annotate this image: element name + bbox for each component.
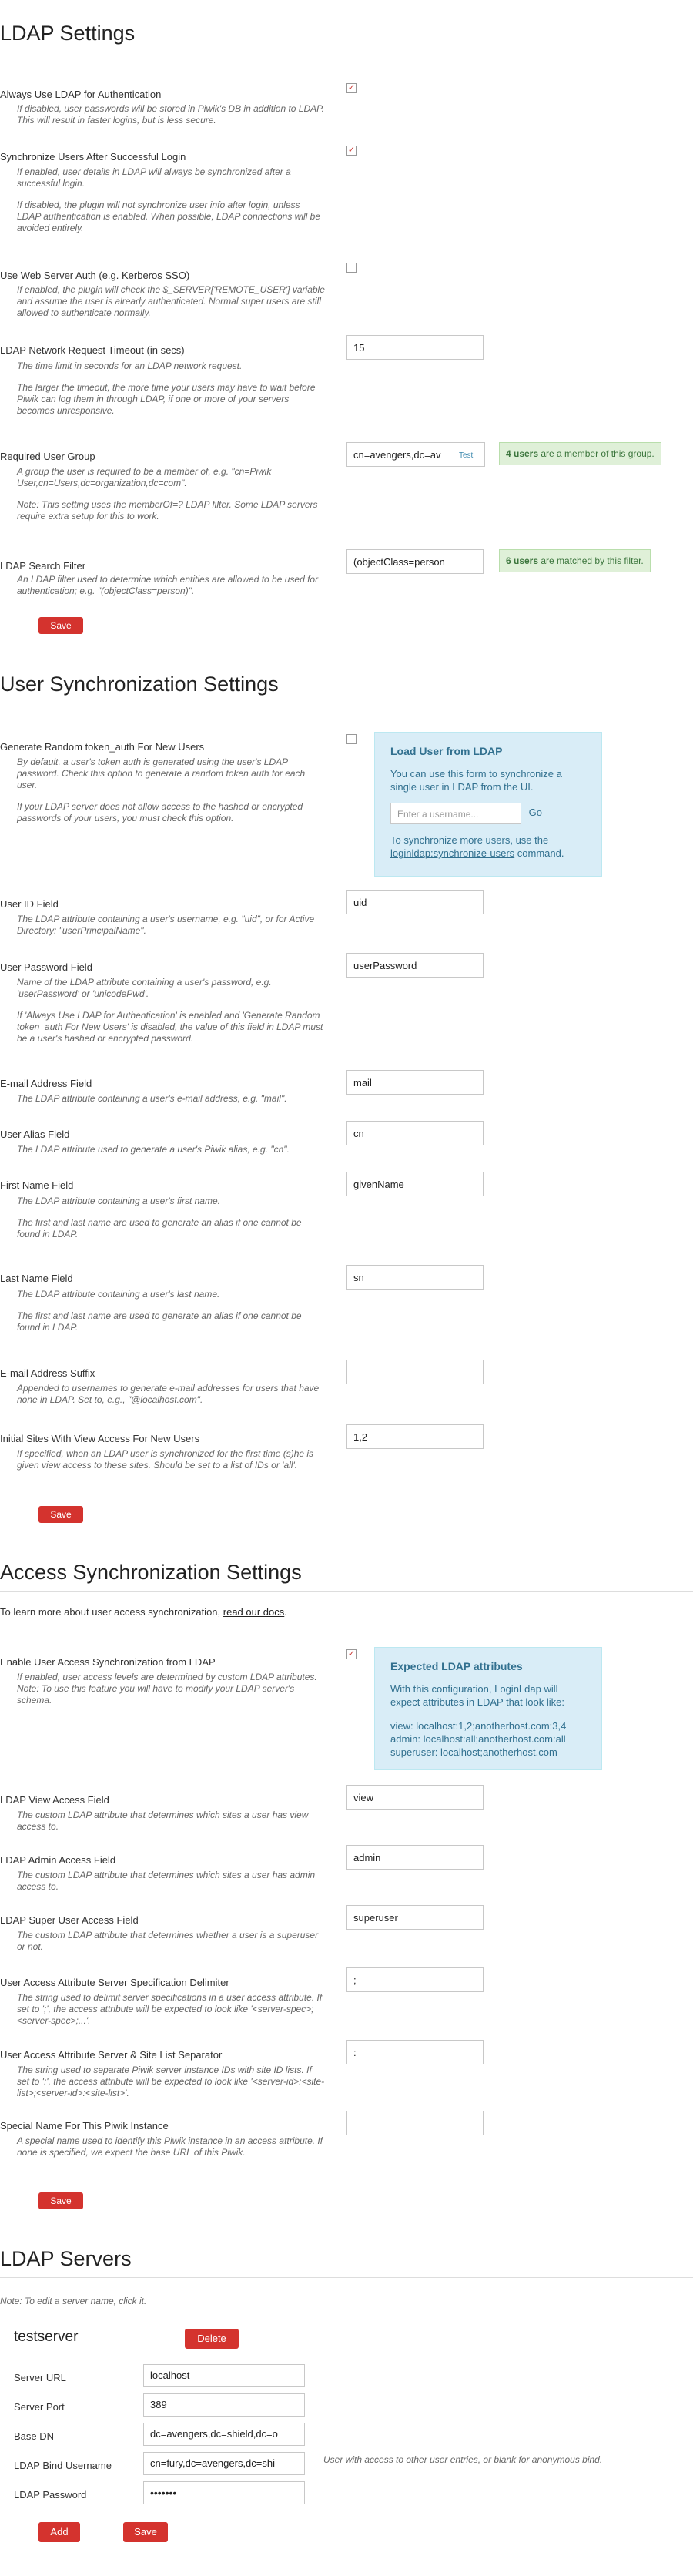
timeout-label: LDAP Network Request Timeout (in secs) [0, 344, 185, 356]
user-sync-save-button[interactable]: Save [38, 1506, 83, 1523]
last-name-label: Last Name Field [0, 1273, 73, 1284]
required-group-result: 4 users are a member of this group. [499, 442, 661, 465]
server-delimiter-help: The string used to delimit server specifications in a user access attribute. If set to ';', the access attribute will be expected to look like '<server-spec>;<server-spec>;...'. [17, 1992, 323, 2026]
ldap-settings-title: LDAP Settings [0, 22, 693, 52]
load-user-title: Load User from LDAP [390, 745, 503, 757]
timeout-help: The time limit in seconds for an LDAP network request. The larger the timeout, the more time your users may have to wait before Piwik can log them in through LDAP, if one or more of your servers becomes unresponsive. [17, 361, 316, 416]
sync-users-checkbox[interactable]: ✓ [347, 146, 356, 155]
load-user-username-input[interactable]: Enter a username... [390, 803, 521, 824]
email-suffix-help: Appended to usernames to generate e-mail addresses for users that have none in LDAP. Set to, e.g., "@localhost.com". [17, 1383, 320, 1405]
expected-superuser-attribute: superuser: localhost;anotherhost.com [390, 1746, 557, 1758]
expected-attributes-text: With this configuration, LoginLdap will expect attributes in LDAP that look like: [390, 1683, 564, 1708]
admin-access-label: LDAP Admin Access Field [0, 1854, 116, 1866]
last-name-help: The LDAP attribute containing a user's last name. The first and last name are used to generate an alias if one cannot be found in LDAP. [17, 1289, 302, 1333]
base-dn-label: Base DN [14, 2430, 55, 2442]
always-use-ldap-help: If disabled, user passwords will be stored in Piwik's DB in addition to LDAP. This will result in faster logins, but is less secure. [17, 103, 324, 126]
expected-attributes-title: Expected LDAP attributes [390, 1660, 523, 1672]
bind-username-input[interactable]: cn=fury,dc=avengers,dc=shi [143, 2452, 305, 2475]
required-group-help: A group the user is required to be a member of, e.g. "cn=Piwik User,cn=Users,dc=organization,dc=com". Note: This setting uses the memberOf=? LDAP filter. Some LDAP servers require extra setup for this to work. [17, 466, 318, 522]
user-id-label: User ID Field [0, 898, 59, 910]
random-token-label: Generate Random token_auth For New Users [0, 741, 205, 753]
enable-access-sync-label: Enable User Access Synchronization from LDAP [0, 1656, 216, 1668]
ldap-servers-save-button[interactable]: Save [123, 2522, 168, 2542]
server-port-label: Server Port [14, 2401, 65, 2413]
server-port-input[interactable]: 389 [143, 2393, 305, 2417]
server-name[interactable]: testserver [14, 2329, 79, 2345]
user-id-input[interactable] [346, 890, 484, 914]
initial-sites-input[interactable] [346, 1424, 484, 1449]
load-user-text: You can use this form to synchronize a single user in LDAP from the UI. [390, 768, 562, 793]
initial-sites-label: Initial Sites With View Access For New Users [0, 1433, 200, 1444]
admin-access-help: The custom LDAP attribute that determines which sites a user has admin access to. [17, 1870, 316, 1892]
view-access-input[interactable] [346, 1785, 484, 1810]
user-password-help: Name of the LDAP attribute containing a user's password, e.g. 'userPassword' or 'unicodePwd'. If 'Always Use LDAP for Authentication' is enabled and 'Generate Random token_auth For New Users' is disabled, the value of this field in LDAP must be a user's hashed or encrypted password. [17, 977, 323, 1044]
web-server-auth-label: Use Web Server Auth (e.g. Kerberos SSO) [0, 270, 190, 281]
ldap-settings-save-button[interactable]: Save [38, 617, 83, 634]
email-field-help: The LDAP attribute containing a user's e-mail address, e.g. "mail". [17, 1093, 287, 1104]
timeout-input[interactable] [346, 335, 484, 360]
special-name-input[interactable] [346, 2111, 484, 2135]
random-token-help: By default, a user's token auth is generated using the user's LDAP password. Check this option to generate a random token auth for each user. If your LDAP server does not allow access to the hashed or encrypted passwords of your users, you must check this option. [17, 756, 306, 823]
search-filter-input[interactable] [346, 549, 484, 574]
bind-username-label: LDAP Bind Username [14, 2460, 112, 2471]
last-name-input[interactable] [346, 1265, 484, 1290]
base-dn-input[interactable]: dc=avengers,dc=shield,dc=o [143, 2423, 305, 2446]
server-delimiter-label: User Access Attribute Server Specification Delimiter [0, 1977, 229, 1988]
enable-access-sync-checkbox[interactable]: ✓ [347, 1649, 356, 1659]
load-user-box [374, 732, 602, 877]
add-server-button[interactable]: Add [38, 2522, 80, 2542]
view-access-label: LDAP View Access Field [0, 1794, 109, 1806]
access-sync-intro: To learn more about user access synchronization, read our docs. [0, 1606, 287, 1618]
admin-access-input[interactable] [346, 1845, 484, 1870]
server-url-label: Server URL [14, 2372, 66, 2383]
random-token-checkbox[interactable] [346, 734, 357, 744]
view-access-help: The custom LDAP attribute that determines which sites a user has view access to. [17, 1810, 309, 1832]
read-docs-link[interactable]: read our docs [223, 1606, 285, 1618]
first-name-help: The LDAP attribute containing a user's first name. The first and last name are used to generate an alias if one cannot be found in LDAP. [17, 1196, 302, 1239]
site-separator-input[interactable] [346, 2040, 484, 2064]
required-group-label: Required User Group [0, 451, 95, 462]
alias-field-input[interactable] [346, 1121, 484, 1145]
alias-field-help: The LDAP attribute used to generate a user's Piwik alias, e.g. "cn". [17, 1144, 290, 1155]
ldap-servers-note: Note: To edit a server name, click it. [0, 2296, 147, 2306]
load-user-go-link[interactable]: Go [528, 807, 542, 819]
user-password-input[interactable] [346, 953, 484, 978]
always-use-ldap-checkbox[interactable]: ✓ [347, 83, 356, 92]
sync-users-label: Synchronize Users After Successful Login [0, 151, 186, 163]
site-separator-label: User Access Attribute Server & Site List Separator [0, 2049, 223, 2061]
required-group-test-link[interactable]: Test [459, 451, 474, 460]
server-url-input[interactable]: localhost [143, 2364, 305, 2387]
user-id-help: The LDAP attribute containing a user's username, e.g. "uid", or for Active Directory: "userPrincipalName". [17, 914, 315, 936]
email-suffix-input[interactable] [346, 1360, 484, 1384]
alias-field-label: User Alias Field [0, 1129, 70, 1140]
synchronize-users-command-link[interactable]: loginldap:synchronize-users [390, 847, 515, 859]
bind-username-help: User with access to other user entries, or blank for anonymous bind. [323, 2454, 603, 2465]
expected-view-attribute: view: localhost:1,2;anotherhost.com:3,4 [390, 1720, 567, 1732]
email-field-label: E-mail Address Field [0, 1078, 92, 1089]
search-filter-help: An LDAP filter used to determine which entities are allowed to be used for authentication; e.g. "(objectClass=person)". [17, 574, 319, 596]
special-name-label: Special Name For This Piwik Instance [0, 2120, 169, 2132]
initial-sites-help: If specified, when an LDAP user is synchronized for the first time (s)he is given view access to these sites. Should be set to a list of IDs or 'all'. [17, 1448, 314, 1471]
ldap-servers-title: LDAP Servers [0, 2247, 693, 2278]
web-server-auth-help: If enabled, the plugin will check the $_SERVER['REMOTE_USER'] variable and assume the user is already authenticated. Normal super users are still allowed to authenticate normally. [17, 284, 325, 318]
superuser-access-label: LDAP Super User Access Field [0, 1914, 139, 1926]
email-suffix-label: E-mail Address Suffix [0, 1367, 95, 1379]
web-server-auth-checkbox[interactable] [346, 263, 357, 273]
user-password-label: User Password Field [0, 961, 92, 973]
superuser-access-input[interactable] [346, 1905, 484, 1930]
first-name-label: First Name Field [0, 1179, 74, 1191]
user-sync-title: User Synchronization Settings [0, 673, 693, 703]
expected-attributes-box [374, 1647, 602, 1770]
password-label: LDAP Password [14, 2489, 87, 2501]
enable-access-sync-help: If enabled, user access levels are determined by custom LDAP attributes. Note: To use this feature you will have to modify your LDAP server's schema. [17, 1672, 317, 1706]
expected-admin-attribute: admin: localhost:all;anotherhost.com:all [390, 1733, 566, 1745]
special-name-help: A special name used to identify this Piwik instance in an access attribute. If none is specified, we expect the base URL of this Piwik. [17, 2135, 323, 2158]
superuser-access-help: The custom LDAP attribute that determines whether a user is a superuser or not. [17, 1930, 319, 1952]
access-sync-title: Access Synchronization Settings [0, 1561, 693, 1592]
search-filter-label: LDAP Search Filter [0, 560, 86, 572]
access-sync-save-button[interactable]: Save [38, 2192, 83, 2209]
always-use-ldap-label: Always Use LDAP for Authentication [0, 89, 162, 100]
server-delimiter-input[interactable] [346, 1967, 484, 1992]
site-separator-help: The string used to separate Piwik server instance IDs with site ID lists. If set to ':', the access attribute will be expected to look like '<server-id>:<site-list>;<server-id>:<site-list>'. [17, 2064, 325, 2098]
search-filter-result: 6 users are matched by this filter. [499, 549, 651, 572]
email-field-input[interactable] [346, 1070, 484, 1095]
first-name-input[interactable] [346, 1172, 484, 1196]
load-user-footer: To synchronize more users, use the loginldap:synchronize-users command. [390, 834, 564, 859]
delete-server-button[interactable]: Delete [185, 2329, 239, 2349]
password-input[interactable]: ••••••• [143, 2481, 305, 2504]
sync-users-help: If enabled, user details in LDAP will always be synchronized after a successful login. If disabled, the plugin will not synchronize user info after login, unless LDAP authentication is enabled. When possible, LDAP connections will be avoided entirely. [17, 166, 321, 233]
